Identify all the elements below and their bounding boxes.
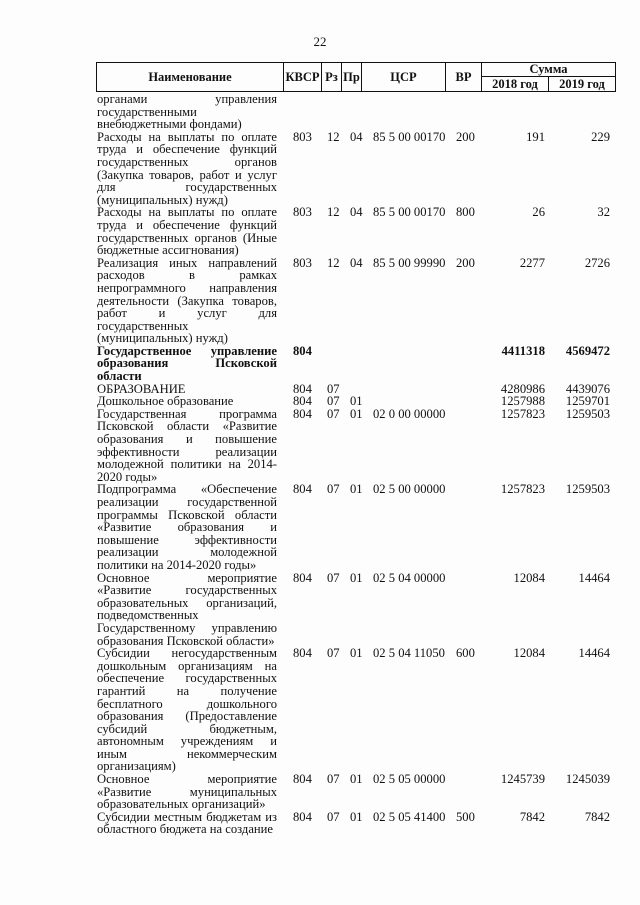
header-vr: ВР [446, 63, 482, 91]
table-row [97, 773, 617, 811]
row-kvsr: 804 [293, 809, 312, 824]
row-pr: 04 [350, 205, 363, 220]
row-s19: 14464 [578, 570, 610, 585]
row-csr: 02 5 05 41400 [373, 809, 446, 824]
row-kvsr: 803 [293, 205, 312, 220]
row-kvsr: 803 [293, 255, 312, 270]
row-rz: 12 [327, 129, 340, 144]
row-vr: 600 [456, 646, 475, 661]
row-name: Подпрограмма «Обеспечение реализации государственной программы Псковской области «Развитие образования и повышение эффективности реализации молодежной политики на 2014-2020 годы» [97, 482, 277, 572]
row-rz: 07 [327, 772, 340, 787]
row-vr: 800 [456, 205, 475, 220]
row-name: ОБРАЗОВАНИЕ [97, 381, 186, 396]
row-vr: 500 [456, 809, 475, 824]
row-s19: 4569472 [565, 343, 610, 358]
row-kvsr: 803 [293, 129, 312, 144]
row-pr: 01 [350, 482, 363, 497]
header-name: Наименование [97, 63, 284, 91]
header-csr: ЦСР [362, 63, 446, 91]
row-pr: 04 [350, 129, 363, 144]
table-row [97, 131, 617, 207]
row-name: Государственное управление образования Псковской области [97, 343, 277, 384]
row-rz: 07 [327, 570, 340, 585]
row-rz: 07 [327, 406, 340, 421]
row-kvsr: 804 [293, 406, 312, 421]
row-name: Основное мероприятие «Развитие муниципальных образовательных организаций» [97, 772, 277, 812]
table-row [97, 408, 617, 484]
table-body [97, 93, 617, 836]
row-kvsr: 804 [293, 772, 312, 787]
row-pr: 01 [350, 394, 363, 409]
header-rz: Рз [322, 63, 342, 91]
row-rz: 12 [327, 255, 340, 270]
row-csr: 85 5 00 00170 [373, 205, 446, 220]
header-pr: Пр [342, 63, 362, 91]
row-csr: 02 5 00 00000 [373, 482, 446, 497]
row-name: Субсидии негосударственным дошкольным организациям на обеспечение государственных гарантий на получение бесплатного дошкольного образования (Предоставление субсидий бюджетным, автономным учреждениям и иным некоммерческим организациям) [97, 646, 277, 774]
table-row [97, 483, 617, 571]
row-s19: 7842 [584, 809, 610, 824]
row-pr: 01 [350, 809, 363, 824]
row-pr: 04 [350, 255, 363, 270]
header-kvsr: КВСР [284, 63, 322, 91]
table-row [97, 93, 617, 131]
row-name: Расходы на выплаты по оплате труда и обеспечение функций государственных органов (Иные бюджетные ассигнования) [97, 205, 277, 258]
row-s18: 1257823 [500, 482, 545, 497]
row-rz: 07 [327, 381, 340, 396]
table-row [97, 572, 617, 648]
row-csr: 02 5 05 00000 [373, 772, 446, 787]
table-header [96, 62, 616, 92]
row-kvsr: 804 [293, 343, 312, 358]
row-name: Субсидии местным бюджетам из областного бюджета на создание [97, 809, 277, 837]
row-pr: 01 [350, 646, 363, 661]
table-row [97, 257, 617, 345]
row-name: Реализация иных направлений расходов в рамках непрограммного направления деятельности (Закупка товаров, работ и услуг для государственных (муниципальных) нужд) [97, 255, 277, 346]
row-pr: 01 [350, 772, 363, 787]
table-row [97, 647, 617, 773]
row-name: органами управления государственными внебюджетными фондами) [97, 92, 277, 132]
row-s18: 1257988 [500, 394, 545, 409]
row-kvsr: 804 [293, 482, 312, 497]
row-s19: 229 [591, 129, 610, 144]
row-rz: 07 [327, 809, 340, 824]
row-csr: 02 5 04 00000 [373, 570, 446, 585]
row-name: Основное мероприятие «Развитие государственных образовательных организаций, подведомственных Государственному управлению образования Псковской области» [97, 570, 277, 648]
row-csr: 02 5 04 11050 [373, 646, 445, 661]
row-s19: 14464 [578, 646, 610, 661]
row-rz: 12 [327, 205, 340, 220]
page-number: 22 [313, 34, 327, 49]
table-row [97, 811, 617, 836]
row-s19: 1259503 [565, 406, 610, 421]
row-csr: 85 5 00 00170 [373, 129, 446, 144]
row-s18: 4280986 [500, 381, 545, 396]
row-s18: 26 [532, 205, 545, 220]
row-s19: 1259503 [565, 482, 610, 497]
row-s19: 4439076 [565, 381, 610, 396]
row-vr: 200 [456, 129, 475, 144]
table-row [97, 345, 617, 383]
row-kvsr: 804 [293, 646, 312, 661]
row-s18: 1257823 [500, 406, 545, 421]
row-csr: 02 0 00 00000 [373, 406, 446, 421]
row-rz: 07 [327, 482, 340, 497]
row-s18: 12084 [513, 646, 545, 661]
row-s19: 1245039 [565, 772, 610, 787]
header-2018: 2018 год [482, 77, 549, 91]
table-row [97, 395, 617, 408]
row-s18: 1245739 [500, 772, 545, 787]
table-row [97, 206, 617, 256]
row-rz: 07 [327, 394, 340, 409]
row-s18: 191 [526, 129, 545, 144]
header-sum: Сумма [482, 63, 615, 77]
row-pr: 01 [350, 570, 363, 585]
row-pr: 01 [350, 406, 363, 421]
row-rz: 07 [327, 646, 340, 661]
row-csr: 85 5 00 99990 [373, 255, 446, 270]
row-s19: 32 [597, 205, 610, 220]
row-vr: 200 [456, 255, 475, 270]
row-s19: 1259701 [565, 394, 610, 409]
row-name: Дошкольное образование [97, 394, 234, 409]
row-kvsr: 804 [293, 394, 312, 409]
row-s18: 2277 [519, 255, 545, 270]
row-kvsr: 804 [293, 570, 312, 585]
row-kvsr: 804 [293, 381, 312, 396]
row-s19: 2726 [584, 255, 610, 270]
row-s18: 4411318 [501, 343, 545, 358]
row-name: Расходы на выплаты по оплате труда и обеспечение функций государственных органов (Закупка товаров, работ и услуг для государственных (муниципальных) нужд) [97, 129, 277, 207]
row-s18: 12084 [513, 570, 545, 585]
row-s18: 7842 [519, 809, 545, 824]
row-name: Государственная программа Псковской области «Развитие образования и повышение эффективности реализации молодежной политики на 2014-2020 годы» [97, 406, 277, 484]
header-2019: 2019 год [559, 76, 605, 91]
